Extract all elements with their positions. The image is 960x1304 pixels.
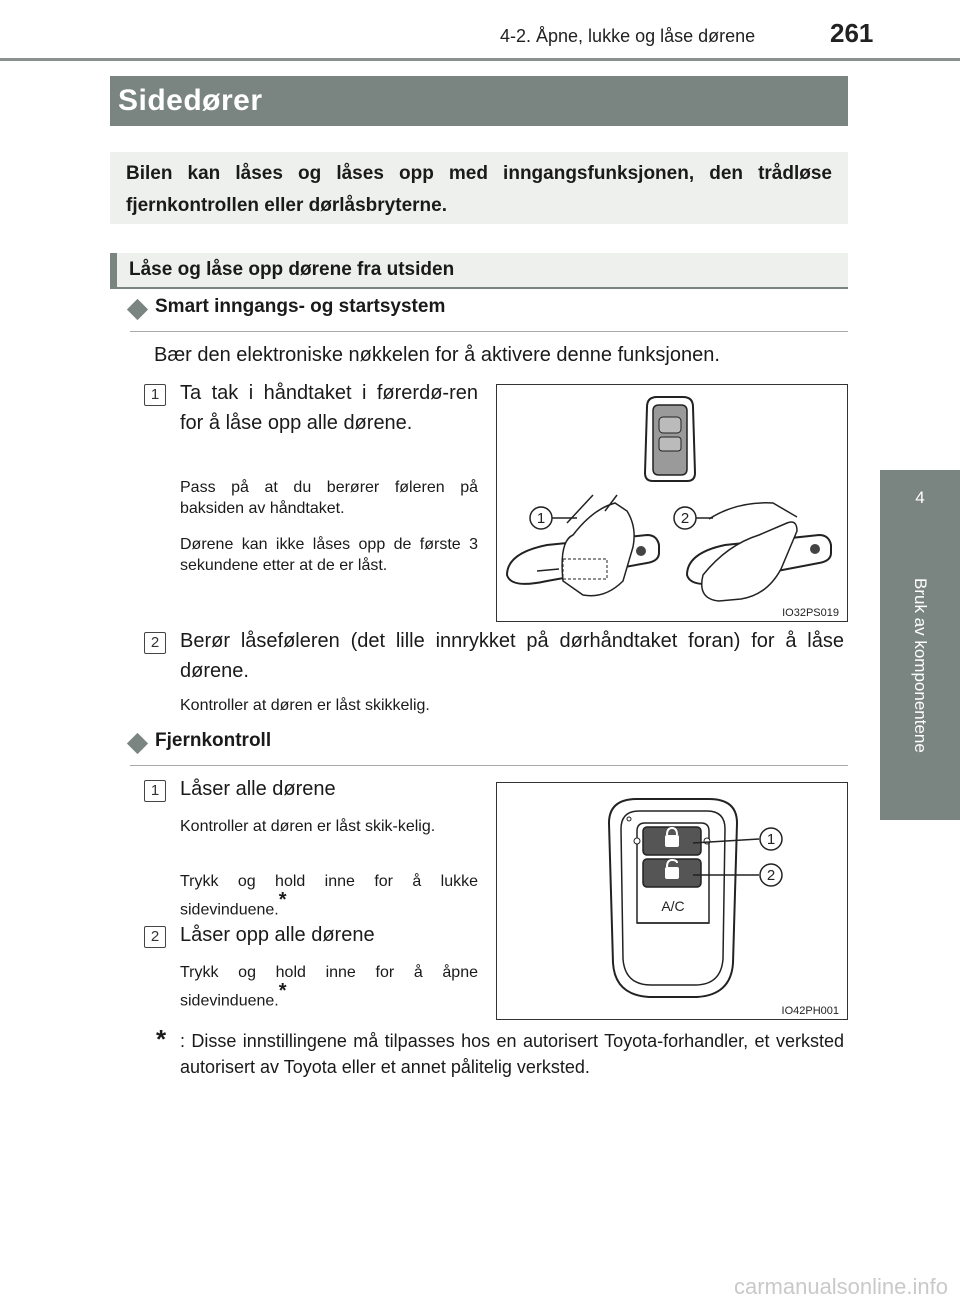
figure-code: IO32PS019: [782, 607, 839, 619]
remote-heading-text: Fjernkontroll: [155, 730, 272, 751]
footnote-text: : Disse innstillingene må tilpasses hos en autorisert Toyota-forhandler, et verksted autorisert av Toyota eller et annet pålitelig verksted.: [180, 1031, 844, 1077]
step-note: Trykk og hold inne for å åpne sidevinduene.*: [180, 964, 478, 1010]
page-number: 261: [830, 18, 874, 48]
diamond-bullet-icon: [127, 299, 148, 320]
step-note: Pass på at du berører føleren på baksiden av håndtaket.: [180, 479, 478, 517]
callout-2-label: 2: [680, 510, 690, 527]
section-title: Sidedører: [118, 84, 263, 117]
intro-text: Bilen kan låses og låses opp med inngangsfunksjonen, den trådløse fjernkontrollen eller dørlåsbryterne.: [126, 163, 832, 216]
door-handle-figure: [496, 384, 848, 622]
step-note: Trykk og hold inne for å lukke sidevinduene.*: [180, 873, 478, 919]
intro-box: [110, 152, 848, 224]
step-number: 2: [144, 632, 166, 654]
callout-1-label: 1: [536, 510, 546, 527]
footnote-marker: *: [278, 889, 287, 911]
smart-entry-heading-text: Smart inngangs- og startsystem: [155, 296, 446, 317]
callout-2-label: 2: [766, 867, 776, 884]
callout-1-label: 1: [766, 831, 776, 848]
subsection-heading-text: Låse og låse opp dørene fra utsiden: [129, 259, 455, 280]
footnote-marker: *: [278, 980, 287, 1002]
key-fob-drawing: [645, 397, 695, 481]
chapter-title: 4-2. Åpne, lukke og låse dørene: [500, 26, 756, 46]
ac-button-label: A/C: [661, 898, 685, 914]
remote-heading: [130, 730, 848, 766]
figure-code: IO42PH001: [781, 1005, 839, 1017]
step-number: 1: [144, 780, 166, 802]
left-door-handle: [507, 495, 659, 596]
step-text: Berør låseføleren (det lille innrykket på dørhåndtaket foran) for å låse dørene.: [180, 630, 844, 682]
step-note: Dørene kan ikke låses opp de første 3 sekundene etter at de er låst.: [180, 536, 478, 574]
subsection-heading: [110, 253, 848, 289]
smart-entry-heading: [130, 296, 848, 332]
step-text: Låser alle dørene: [180, 778, 336, 800]
chapter-label: Bruk av komponentene: [911, 578, 930, 753]
smart-entry-lead: Bær den elektroniske nøkkelen for å aktivere denne funksjonen.: [154, 344, 720, 366]
watermark: carmanualsonline.info: [733, 1274, 948, 1299]
chapter-side-tab: [880, 470, 960, 820]
door-handle-illustration: [497, 385, 847, 621]
header-rule: [0, 58, 960, 61]
step-number: 2: [144, 926, 166, 948]
remote-key-figure: [496, 782, 848, 1020]
step-number: 1: [144, 384, 166, 406]
footnote-star: *: [156, 1024, 167, 1054]
step-note: Kontroller at døren er låst skik-kelig.: [180, 818, 436, 835]
step-text: Låser opp alle dørene: [180, 924, 375, 946]
step-note: Kontroller at døren er låst skikkelig.: [180, 697, 430, 714]
section-title-bar: [110, 76, 848, 126]
remote-key-illustration: [497, 783, 847, 1019]
diamond-bullet-icon: [127, 733, 148, 754]
chapter-number: 4: [915, 488, 925, 507]
step-text: Ta tak i håndtaket i førerdø-ren for å låse opp alle dørene.: [180, 382, 478, 434]
